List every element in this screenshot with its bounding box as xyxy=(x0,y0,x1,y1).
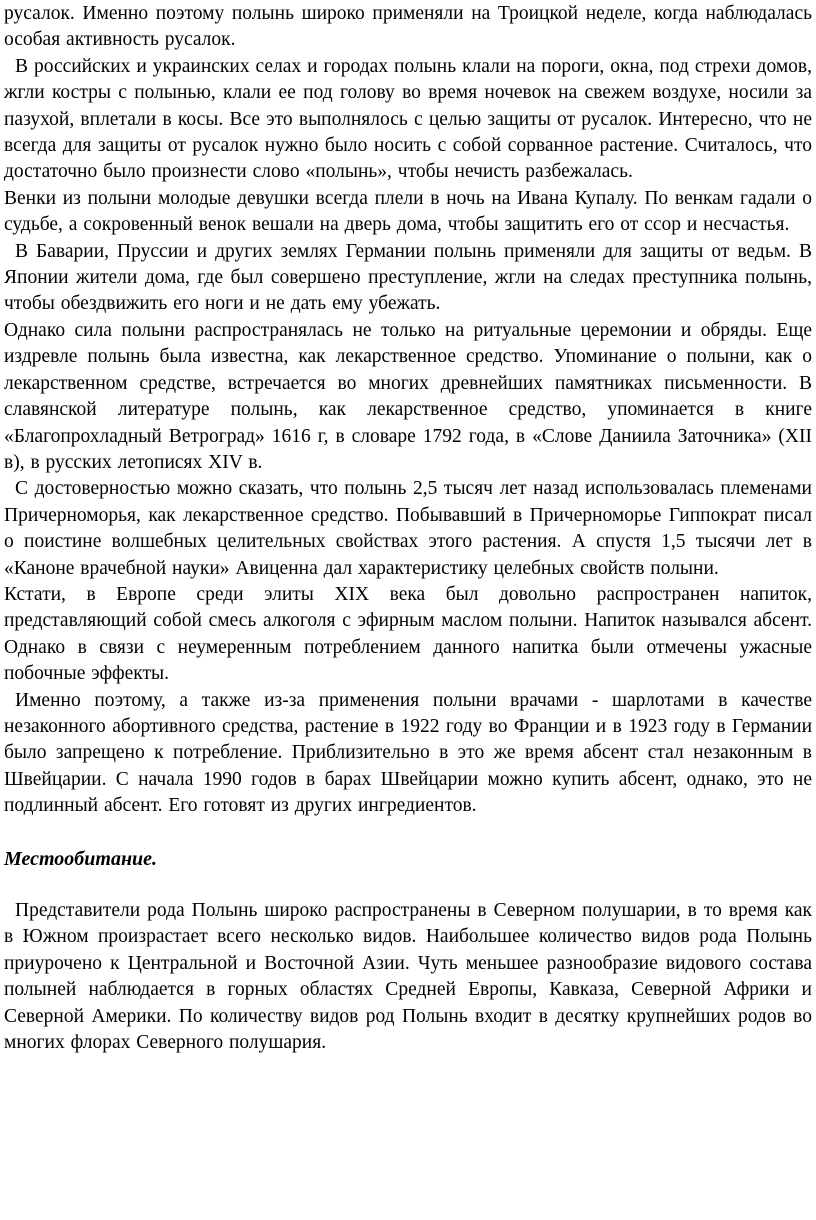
paragraph-bavaria-japan: В Баварии, Пруссии и других землях Германии полынь применяли для защиты от ведьм. В Японии жители дома, где был совершено преступление, жгли на следах преступника полынь, чтобы обездвижить его ноги и не дать ему убежать. xyxy=(4,240,812,315)
paragraph-russian-ukrainian-villages: В российских и украинских селах и городах полынь клали на пороги, окна, под стрехи домов, жгли костры с полынью, клали ее под голову во время ночевок на свежем воздухе, носили за пазухой, вплетали в косы. Все это выполнялось с целью защиты от русалок. Интересно, что не всегда для защиты от русалок нужно было носить с собой сорванное растение. Считалось, что достаточно было произнести слово «полынь», чтобы нечисть разбежалась. xyxy=(4,55,812,183)
paragraph-habitat-distribution: Представители рода Полынь широко распространены в Северном полушарии, в то время как в Южном произрастает всего несколько видов. Наибольшее количество видов рода Полынь приурочено к Центральной и Восточной Азии. Чуть меньшее разнообразие видового состава полыней наблюдается в горных областях Средней Европы, Кавказа, Северной Африки и Северной Америки. По количеству видов род Полынь входит в десятку крупнейших родов во многих флорах Северного полушария. xyxy=(4,900,812,1054)
paragraph-absinthe-europe: Кстати, в Европе среди элиты XIX века был довольно распространен напиток, представляющий собой смесь алкоголя с эфирным маслом полыни. Напиток назывался абсент. Однако в связи с неумеренным потреблением данного напитка были отмечены ужасные побочные эффекты. xyxy=(4,583,812,685)
paragraph-medicinal-history: Однако сила полыни распространялась не только на ритуальные церемонии и обряды. Еще издревле полынь была известна, как лекарственное средство. Упоминание о полыни, как о лекарственном средстве, встречается во многих древнейших памятниках письменности. В славянской литературе полынь, как лекарственное средство, упоминается в книге «Благопрохладный Ветроград» 1616 г, в словаре 1792 года, в «Слове Даниила Заточника» (XII в), в русских летописях XIV в. xyxy=(4,319,812,473)
paragraph-venki-ivana-kupala: Венки из полыни молодые девушки всегда плели в ночь на Ивана Купалу. По венкам гадали о судьбе, а сокровенный венок вешали на дверь дома, чтобы защитить его от ссор и несчастья. xyxy=(4,187,812,236)
paragraph-rusalki-continuation: русалок. Именно поэтому полынь широко применяли на Троицкой неделе, когда наблюдалась особая активность русалок. xyxy=(4,3,812,51)
section-heading-mestoobitanie: Местообитание. xyxy=(4,847,158,870)
paragraph-absinthe-ban: Именно поэтому, а также из-за применения полыни врачами - шарлотами в качестве незаконного абортивного средства, растение в 1922 году во Франции и в 1923 году в Германии было запрещено к потребление. Приблизительно в это же время абсент стал незаконным в Швейцарии. С начала 1990 годов в барах Швейцарии можно купить абсент, однако, это не подлинный абсент. Его готовят из других ингредиентов. xyxy=(4,689,812,817)
paragraph-prichernomorye-hippocrates: С достоверностью можно сказать, что полынь 2,5 тысяч лет назад использовалась племенами Причерноморья, как лекарственное средство. Побывавший в Причерноморье Гиппократ писал о поистине волшебных целительных свойствах этого растения. А спустя 1,5 тысячи лет в «Каноне врачебной науки» Авиценна дал характеристику целебных свойств полыни. xyxy=(4,478,812,579)
